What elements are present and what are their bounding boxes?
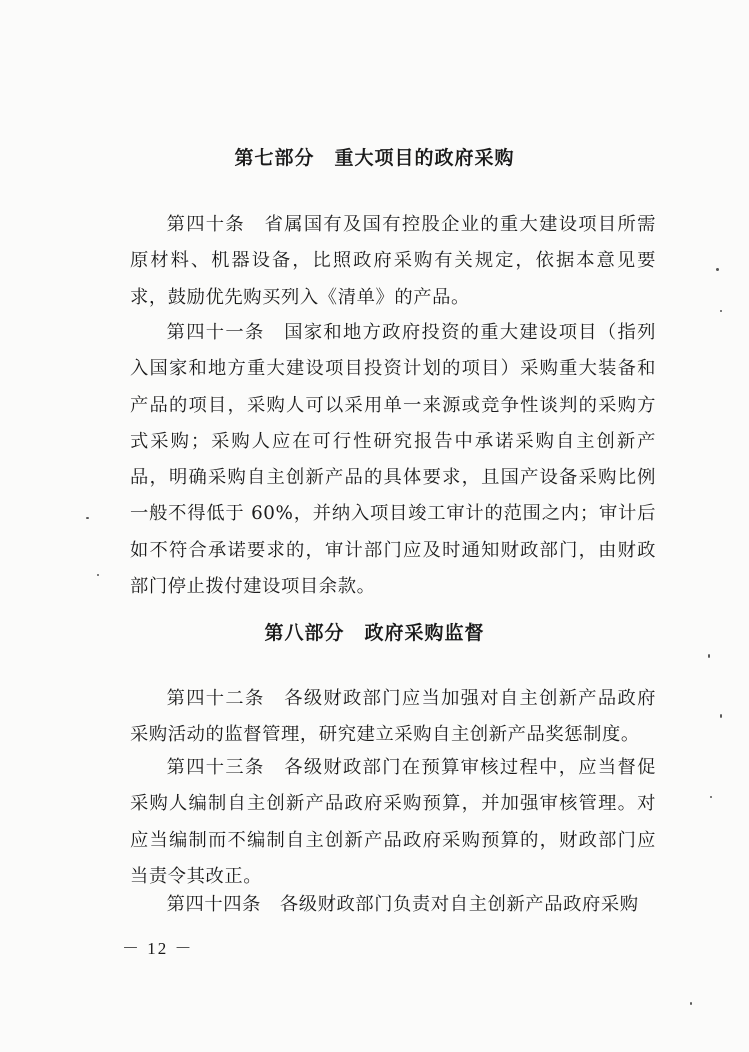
scan-speck [86, 517, 89, 519]
scan-speck [720, 714, 722, 718]
article-42: 第四十二条 各级财政部门应当加强对自主创新产品政府采购活动的监督管理，研究建立采购自主创新产品奖惩制度。 [130, 688, 656, 746]
scan-speck [710, 796, 712, 798]
scan-speck [97, 574, 99, 576]
scan-speck [716, 268, 719, 271]
scan-speck [690, 1002, 692, 1005]
article-43: 第四十三条 各级财政部门在预算审核过程中，应当督促采购人编制自主创新产品政府采购预算，并加强审核管理。对应当编制而不编制自主创新产品政府采购预算的，财政部门应当责令其改正。 [130, 757, 656, 887]
scan-speck [720, 310, 722, 312]
article-40: 第四十条 省属国有及国有控股企业的重大建设项目所需原材料、机器设备，比照政府采购有关规定，依据本意见要求，鼓励优先购买列入《清单》的产品。 [130, 214, 656, 308]
section-heading-7: 第七部分 重大项目的政府采购 [234, 147, 515, 169]
article-44: 第四十四条 各级财政部门负责对自主创新产品政府采购 [166, 894, 639, 915]
page-number: － 12 － [122, 939, 194, 958]
article-41: 第四十一条 国家和地方政府投资的重大建设项目（指列入国家和地方重大建设项目投资计划的项目）采购重大装备和产品的项目，采购人可以采用单一来源或竞争性谈判的采购方式采购；采购人应在可行性研究报告中承诺采购自主创新产品，明确采购自主创新产品的具体要求，且国产设备采购比例一般不得低于 60%，并纳入项目竣工审计的范围之内；审计后如不符合承诺要求的，审计部门应及时通知财政部门，由财政部门停止拨付建设项目余款。 [130, 322, 656, 598]
scan-speck [708, 654, 710, 658]
section-heading-8: 第八部分 政府采购监督 [264, 622, 485, 644]
